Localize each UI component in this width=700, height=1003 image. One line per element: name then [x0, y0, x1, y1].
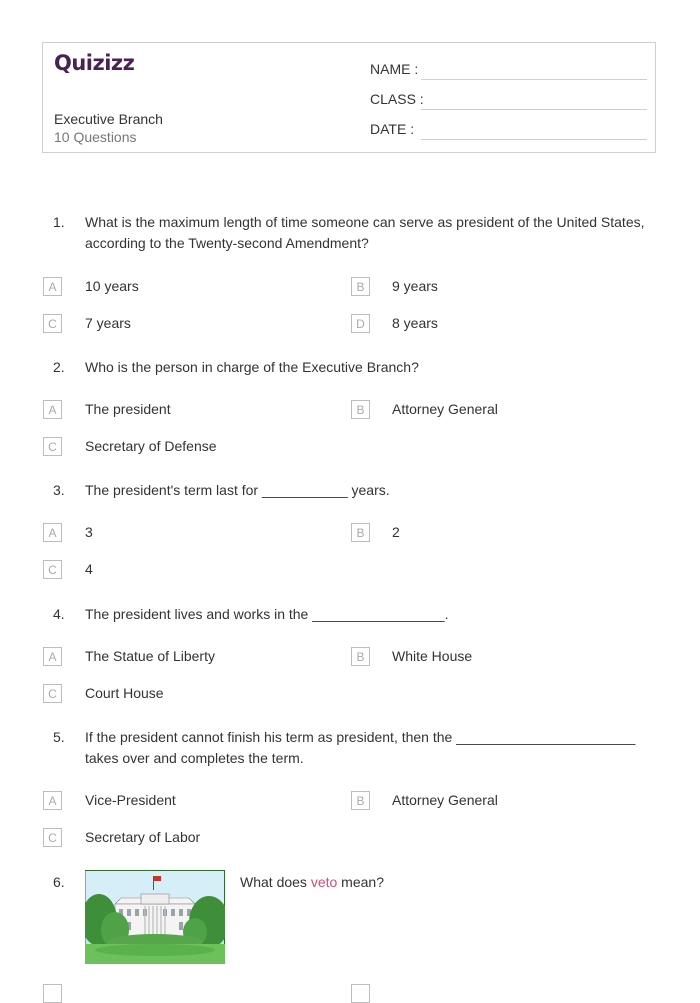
question-number: 2.: [53, 359, 65, 375]
date-label: DATE :: [370, 121, 415, 137]
question-text: The president lives and works in the _________________.: [85, 606, 449, 622]
option-letter-box: [43, 984, 62, 1003]
option-letter-box: B: [351, 791, 370, 810]
option-text: The president: [85, 401, 171, 417]
question-number: 5.: [53, 729, 65, 745]
option-text: 7 years: [85, 315, 131, 331]
option-text: 2: [392, 524, 400, 540]
option-letter-box: D: [351, 314, 370, 333]
option-letter-box: C: [43, 560, 62, 579]
question-number: 4.: [53, 606, 65, 622]
option-text: Attorney General: [392, 792, 498, 808]
option-text: Attorney General: [392, 401, 498, 417]
option-text: 9 years: [392, 278, 438, 294]
question-number: 6.: [53, 874, 65, 890]
option-letter-box: B: [351, 400, 370, 419]
option-letter-box: C: [43, 684, 62, 703]
option-letter-box: A: [43, 647, 62, 666]
worksheet-title: Executive Branch: [54, 111, 163, 127]
class-line: [421, 109, 647, 110]
option-text: Secretary of Defense: [85, 438, 217, 454]
option-text: 8 years: [392, 315, 438, 331]
name-label: NAME :: [370, 61, 419, 77]
option-letter-box: B: [351, 523, 370, 542]
question-text-part: mean?: [337, 874, 384, 890]
option-text: The Statue of Liberty: [85, 648, 215, 664]
class-label: CLASS :: [370, 91, 424, 107]
option-letter-box: C: [43, 828, 62, 847]
option-letter-box: A: [43, 523, 62, 542]
option-letter-box: C: [43, 314, 62, 333]
option-text: 4: [85, 561, 93, 577]
quizizz-logo: Quizizz: [54, 51, 135, 75]
worksheet-header: [42, 42, 656, 153]
question-text-part: What does: [240, 874, 311, 890]
question-text: What is the maximum length of time someone can serve as president of the United States, according to the Twenty-second Amendment?: [85, 214, 645, 251]
option-letter-box: [351, 984, 370, 1003]
option-letter-box: A: [43, 400, 62, 419]
option-letter-box: B: [351, 647, 370, 666]
question-text: [240, 872, 620, 893]
white-house-image: [85, 870, 225, 964]
question-number: 3.: [53, 482, 65, 498]
question-text: The president's term last for ___________ years.: [85, 482, 390, 498]
highlighted-term: veto: [310, 874, 338, 890]
question-text: If the president cannot finish his term as president, then the _______________________ takes over and completes the term.: [85, 729, 636, 766]
option-text: Vice-President: [85, 792, 176, 808]
option-letter-box: B: [351, 277, 370, 296]
question-text: Who is the person in charge of the Executive Branch?: [85, 359, 419, 375]
option-text: White House: [392, 648, 473, 664]
option-letter-box: A: [43, 791, 62, 810]
question-number: 1.: [53, 214, 65, 230]
option-text: Court House: [85, 685, 164, 701]
option-letter-box: C: [43, 437, 62, 456]
date-line: [421, 139, 647, 140]
option-letter-box: A: [43, 277, 62, 296]
option-text: 3: [85, 524, 93, 540]
question-count: 10 Questions: [54, 129, 137, 145]
option-text: 10 years: [85, 278, 139, 294]
option-text: Secretary of Labor: [85, 829, 201, 845]
name-line: [421, 79, 647, 80]
